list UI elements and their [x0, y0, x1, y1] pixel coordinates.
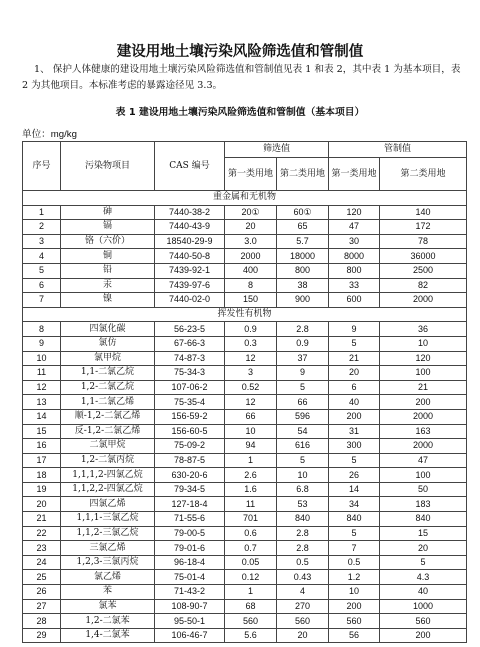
cell-screening-land1: 0.12 — [225, 570, 277, 585]
cell-control-land2: 50 — [380, 482, 467, 497]
cell-no: 3 — [23, 234, 61, 249]
cell-control-land2: 840 — [380, 512, 467, 527]
table-row — [23, 234, 467, 249]
cell-screening-land2: 0.5 — [277, 555, 329, 570]
cell-control-land1: 1.2 — [329, 570, 380, 585]
cell-control-land2: 172 — [380, 220, 467, 235]
cell-no: 20 — [23, 497, 61, 512]
cell-screening-land2: 2.8 — [277, 526, 329, 541]
intro-text: 1、 保护人体健康的建设用地土壤污染风险筛选值和管制值见表 1 和表 2，其中表 1 为基本项目，表 2 为其他项目。本标准考虑的暴露途径见 3.3。 — [22, 64, 461, 91]
cell-control-land2: 2000 — [380, 293, 467, 308]
table-row — [23, 599, 467, 614]
table-row — [23, 205, 467, 220]
cell-cas: 75-35-4 — [155, 395, 225, 410]
cell-screening-land1: 12 — [225, 351, 277, 366]
header-control-land1: 第一类用地 — [329, 158, 380, 191]
cell-screening-land1: 560 — [225, 614, 277, 629]
cell-control-land2: 21 — [380, 380, 467, 395]
cell-screening-land2: 0.9 — [277, 336, 329, 351]
cell-screening-land2: 5.7 — [277, 234, 329, 249]
table-row — [23, 439, 467, 454]
cell-screening-land1: 3.0 — [225, 234, 277, 249]
table-row — [23, 628, 467, 643]
cell-control-land1: 7 — [329, 541, 380, 556]
cell-pollutant: 1,2,3-三氯丙烷 — [61, 555, 155, 570]
cell-screening-land1: 12 — [225, 395, 277, 410]
table-row — [23, 322, 467, 337]
intro-paragraph — [22, 62, 462, 94]
cell-screening-land2: 596 — [277, 409, 329, 424]
cell-control-land1: 34 — [329, 497, 380, 512]
cell-control-land2: 2000 — [380, 409, 467, 424]
cell-pollutant: 铅 — [61, 263, 155, 278]
cell-no: 17 — [23, 453, 61, 468]
table-title: 表 1 建设用地土壤污染风险筛选值和管制值（基本项目） — [115, 107, 365, 118]
cell-screening-land1: 1 — [225, 453, 277, 468]
cell-cas: 56-23-5 — [155, 322, 225, 337]
cell-cas: 79-01-6 — [155, 541, 225, 556]
header-screening-land1: 第一类用地 — [225, 158, 277, 191]
cell-pollutant: 1,2-二氯乙烷 — [61, 380, 155, 395]
cell-no: 11 — [23, 366, 61, 381]
cell-pollutant: 1,1-二氯乙烷 — [61, 366, 155, 381]
cell-screening-land1: 11 — [225, 497, 277, 512]
cell-no: 14 — [23, 409, 61, 424]
cell-screening-land2: 2.8 — [277, 322, 329, 337]
cell-pollutant: 二氯甲烷 — [61, 439, 155, 454]
unit-label: 单位：mg/kg — [22, 129, 77, 140]
cell-pollutant: 1,1-二氯乙烯 — [61, 395, 155, 410]
cell-control-land1: 200 — [329, 409, 380, 424]
group-heading: 挥发性有机物 — [23, 307, 467, 322]
header-no: 序号 — [23, 142, 61, 191]
cell-control-land2: 183 — [380, 497, 467, 512]
cell-cas: 7439-92-1 — [155, 263, 225, 278]
cell-screening-land2: 65 — [277, 220, 329, 235]
cell-control-land1: 40 — [329, 395, 380, 410]
table-row — [23, 468, 467, 483]
cell-no: 1 — [23, 205, 61, 220]
cell-no: 4 — [23, 249, 61, 264]
table-row — [23, 570, 467, 585]
table-row — [23, 526, 467, 541]
cell-no: 7 — [23, 293, 61, 308]
cell-control-land2: 163 — [380, 424, 467, 439]
cell-screening-land1: 400 — [225, 263, 277, 278]
cell-pollutant: 氯仿 — [61, 336, 155, 351]
header-screening: 筛选值 — [225, 142, 329, 158]
table-row — [23, 512, 467, 527]
cell-control-land1: 30 — [329, 234, 380, 249]
table-row — [23, 220, 467, 235]
table-row — [23, 614, 467, 629]
cell-control-land1: 560 — [329, 614, 380, 629]
cell-pollutant: 铜 — [61, 249, 155, 264]
cell-screening-land2: 66 — [277, 395, 329, 410]
cell-pollutant: 砷 — [61, 205, 155, 220]
cell-screening-land1: 5.6 — [225, 628, 277, 643]
table-row — [23, 482, 467, 497]
cell-no: 9 — [23, 336, 61, 351]
cell-screening-land2: 6.8 — [277, 482, 329, 497]
cell-screening-land2: 60① — [277, 205, 329, 220]
cell-screening-land1: 0.9 — [225, 322, 277, 337]
cell-screening-land2: 54 — [277, 424, 329, 439]
cell-cas: 79-00-5 — [155, 526, 225, 541]
cell-cas: 7440-43-9 — [155, 220, 225, 235]
cell-cas: 74-87-3 — [155, 351, 225, 366]
cell-cas: 71-43-2 — [155, 585, 225, 600]
cell-no: 18 — [23, 468, 61, 483]
standards-table — [22, 141, 467, 643]
cell-control-land1: 47 — [329, 220, 380, 235]
cell-screening-land1: 2000 — [225, 249, 277, 264]
cell-pollutant: 氯苯 — [61, 599, 155, 614]
table-row — [23, 380, 467, 395]
cell-no: 15 — [23, 424, 61, 439]
group-row — [23, 191, 467, 206]
cell-cas: 107-06-2 — [155, 380, 225, 395]
cell-control-land1: 8000 — [329, 249, 380, 264]
cell-no: 26 — [23, 585, 61, 600]
cell-control-land1: 0.5 — [329, 555, 380, 570]
cell-control-land2: 4.3 — [380, 570, 467, 585]
header-pollutant: 污染物项目 — [61, 142, 155, 191]
cell-pollutant: 铬（六价） — [61, 234, 155, 249]
header-control-land2: 第二类用地 — [380, 158, 467, 191]
cell-control-land2: 5 — [380, 555, 467, 570]
header-screening-land2: 第二类用地 — [277, 158, 329, 191]
cell-screening-land2: 2.8 — [277, 541, 329, 556]
cell-pollutant: 顺-1,2-二氯乙烯 — [61, 409, 155, 424]
cell-control-land1: 200 — [329, 599, 380, 614]
cell-cas: 7440-02-0 — [155, 293, 225, 308]
cell-cas: 18540-29-9 — [155, 234, 225, 249]
table-row — [23, 293, 467, 308]
cell-control-land1: 20 — [329, 366, 380, 381]
cell-cas: 108-90-7 — [155, 599, 225, 614]
table-row — [23, 351, 467, 366]
cell-control-land2: 82 — [380, 278, 467, 293]
cell-pollutant: 汞 — [61, 278, 155, 293]
cell-control-land1: 14 — [329, 482, 380, 497]
cell-cas: 78-87-5 — [155, 453, 225, 468]
table-row — [23, 395, 467, 410]
cell-screening-land2: 0.43 — [277, 570, 329, 585]
cell-control-land1: 300 — [329, 439, 380, 454]
cell-control-land1: 26 — [329, 468, 380, 483]
table-row — [23, 497, 467, 512]
cell-cas: 106-46-7 — [155, 628, 225, 643]
table-body — [23, 191, 467, 643]
cell-screening-land2: 9 — [277, 366, 329, 381]
cell-cas: 7439-97-6 — [155, 278, 225, 293]
cell-cas: 75-01-4 — [155, 570, 225, 585]
cell-control-land1: 6 — [329, 380, 380, 395]
cell-screening-land2: 53 — [277, 497, 329, 512]
cell-cas: 156-59-2 — [155, 409, 225, 424]
cell-control-land2: 10 — [380, 336, 467, 351]
cell-no: 23 — [23, 541, 61, 556]
cell-no: 8 — [23, 322, 61, 337]
cell-control-land2: 78 — [380, 234, 467, 249]
cell-no: 10 — [23, 351, 61, 366]
cell-control-land2: 36000 — [380, 249, 467, 264]
cell-screening-land2: 270 — [277, 599, 329, 614]
cell-control-land1: 120 — [329, 205, 380, 220]
document-title: 建设用地土壤污染风险筛选值和管制值 — [116, 44, 364, 60]
cell-control-land1: 800 — [329, 263, 380, 278]
cell-control-land1: 840 — [329, 512, 380, 527]
cell-pollutant: 苯 — [61, 585, 155, 600]
cell-control-land2: 1000 — [380, 599, 467, 614]
cell-screening-land2: 10 — [277, 468, 329, 483]
cell-screening-land2: 840 — [277, 512, 329, 527]
cell-pollutant: 氯甲烷 — [61, 351, 155, 366]
cell-screening-land1: 0.7 — [225, 541, 277, 556]
cell-screening-land2: 800 — [277, 263, 329, 278]
cell-cas: 7440-38-2 — [155, 205, 225, 220]
cell-pollutant: 反-1,2-二氯乙烯 — [61, 424, 155, 439]
cell-control-land2: 40 — [380, 585, 467, 600]
cell-screening-land1: 0.05 — [225, 555, 277, 570]
cell-no: 19 — [23, 482, 61, 497]
cell-screening-land2: 5 — [277, 380, 329, 395]
header-cas: CAS 编号 — [155, 142, 225, 191]
cell-screening-land1: 2.6 — [225, 468, 277, 483]
cell-no: 12 — [23, 380, 61, 395]
cell-no: 2 — [23, 220, 61, 235]
cell-pollutant: 三氯乙烯 — [61, 541, 155, 556]
cell-pollutant: 1,1,2-三氯乙烷 — [61, 526, 155, 541]
table-row — [23, 541, 467, 556]
cell-screening-land1: 0.52 — [225, 380, 277, 395]
cell-screening-land1: 3 — [225, 366, 277, 381]
cell-no: 21 — [23, 512, 61, 527]
cell-pollutant: 镍 — [61, 293, 155, 308]
cell-no: 6 — [23, 278, 61, 293]
table-row — [23, 424, 467, 439]
cell-control-land1: 5 — [329, 336, 380, 351]
cell-no: 28 — [23, 614, 61, 629]
cell-no: 25 — [23, 570, 61, 585]
header-control: 管制值 — [329, 142, 467, 158]
cell-control-land2: 120 — [380, 351, 467, 366]
cell-pollutant: 1,1,1-三氯乙烷 — [61, 512, 155, 527]
cell-control-land2: 200 — [380, 395, 467, 410]
cell-cas: 630-20-6 — [155, 468, 225, 483]
cell-screening-land1: 68 — [225, 599, 277, 614]
cell-cas: 79-34-5 — [155, 482, 225, 497]
cell-screening-land1: 66 — [225, 409, 277, 424]
cell-screening-land2: 38 — [277, 278, 329, 293]
table-row — [23, 249, 467, 264]
cell-control-land2: 2000 — [380, 439, 467, 454]
cell-screening-land1: 94 — [225, 439, 277, 454]
cell-no: 13 — [23, 395, 61, 410]
cell-control-land2: 140 — [380, 205, 467, 220]
cell-screening-land1: 0.6 — [225, 526, 277, 541]
table-row — [23, 278, 467, 293]
cell-pollutant: 1,1,2,2-四氯乙烷 — [61, 482, 155, 497]
cell-control-land1: 56 — [329, 628, 380, 643]
cell-cas: 7440-50-8 — [155, 249, 225, 264]
cell-control-land1: 5 — [329, 526, 380, 541]
cell-pollutant: 1,2-二氯苯 — [61, 614, 155, 629]
cell-screening-land2: 560 — [277, 614, 329, 629]
cell-cas: 75-09-2 — [155, 439, 225, 454]
cell-pollutant: 1,2-二氯丙烷 — [61, 453, 155, 468]
cell-no: 16 — [23, 439, 61, 454]
cell-screening-land1: 20 — [225, 220, 277, 235]
cell-control-land1: 600 — [329, 293, 380, 308]
cell-screening-land2: 20 — [277, 628, 329, 643]
table-row — [23, 366, 467, 381]
cell-screening-land2: 18000 — [277, 249, 329, 264]
cell-pollutant: 1,4-二氯苯 — [61, 628, 155, 643]
cell-screening-land1: 150 — [225, 293, 277, 308]
cell-control-land2: 20 — [380, 541, 467, 556]
cell-no: 29 — [23, 628, 61, 643]
cell-cas: 75-34-3 — [155, 366, 225, 381]
cell-control-land1: 9 — [329, 322, 380, 337]
cell-control-land2: 200 — [380, 628, 467, 643]
cell-screening-land1: 8 — [225, 278, 277, 293]
cell-screening-land2: 900 — [277, 293, 329, 308]
cell-screening-land1: 20① — [225, 205, 277, 220]
cell-screening-land1: 701 — [225, 512, 277, 527]
cell-cas: 95-50-1 — [155, 614, 225, 629]
cell-cas: 156-60-5 — [155, 424, 225, 439]
table-row — [23, 336, 467, 351]
cell-control-land1: 21 — [329, 351, 380, 366]
cell-cas: 96-18-4 — [155, 555, 225, 570]
cell-screening-land2: 37 — [277, 351, 329, 366]
cell-cas: 71-55-6 — [155, 512, 225, 527]
cell-screening-land1: 0.3 — [225, 336, 277, 351]
cell-control-land2: 15 — [380, 526, 467, 541]
cell-control-land2: 47 — [380, 453, 467, 468]
cell-screening-land2: 616 — [277, 439, 329, 454]
cell-pollutant: 1,1,1,2-四氯乙烷 — [61, 468, 155, 483]
table-row — [23, 555, 467, 570]
table-row — [23, 263, 467, 278]
group-row — [23, 307, 467, 322]
cell-pollutant: 镉 — [61, 220, 155, 235]
cell-control-land1: 5 — [329, 453, 380, 468]
cell-cas: 127-18-4 — [155, 497, 225, 512]
cell-control-land2: 100 — [380, 366, 467, 381]
cell-cas: 67-66-3 — [155, 336, 225, 351]
cell-screening-land2: 4 — [277, 585, 329, 600]
cell-no: 5 — [23, 263, 61, 278]
group-heading: 重金属和无机物 — [23, 191, 467, 206]
table-row — [23, 585, 467, 600]
cell-screening-land1: 1.6 — [225, 482, 277, 497]
cell-control-land2: 2500 — [380, 263, 467, 278]
cell-control-land1: 10 — [329, 585, 380, 600]
cell-screening-land1: 10 — [225, 424, 277, 439]
cell-no: 24 — [23, 555, 61, 570]
table-row — [23, 453, 467, 468]
cell-control-land1: 33 — [329, 278, 380, 293]
table-row — [23, 409, 467, 424]
cell-control-land1: 31 — [329, 424, 380, 439]
cell-pollutant: 四氯乙烯 — [61, 497, 155, 512]
cell-no: 22 — [23, 526, 61, 541]
cell-screening-land1: 1 — [225, 585, 277, 600]
cell-pollutant: 四氯化碳 — [61, 322, 155, 337]
cell-control-land2: 560 — [380, 614, 467, 629]
cell-control-land2: 100 — [380, 468, 467, 483]
cell-pollutant: 氯乙烯 — [61, 570, 155, 585]
cell-no: 27 — [23, 599, 61, 614]
cell-control-land2: 36 — [380, 322, 467, 337]
cell-screening-land2: 5 — [277, 453, 329, 468]
